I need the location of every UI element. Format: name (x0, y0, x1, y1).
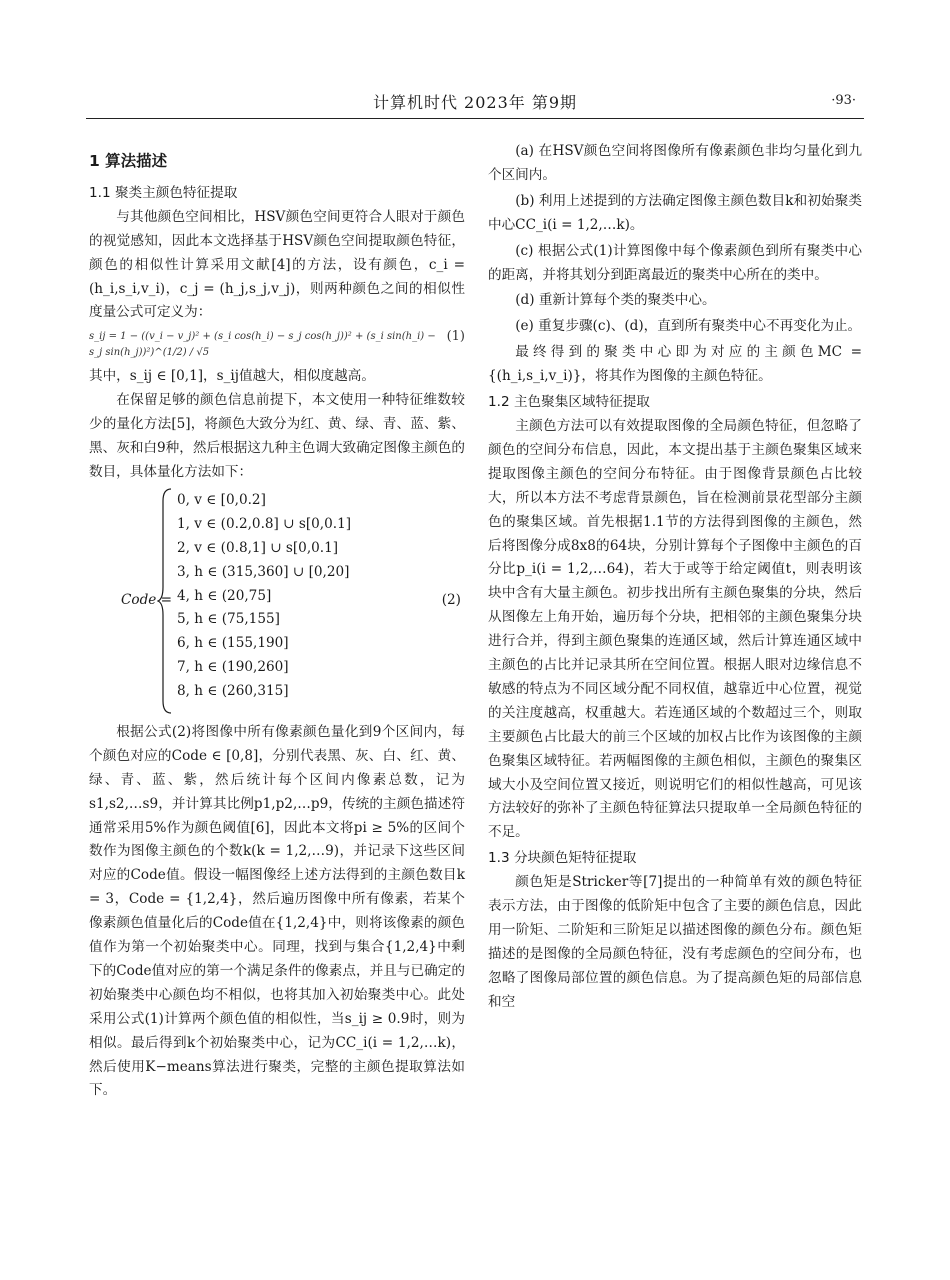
subsection-title-1-2: 1.2 主色聚集区域特征提取 (488, 394, 650, 411)
step-a: (a) 在HSV颜色空间将图像所有像素颜色非均匀量化到九个区间内。 (488, 143, 862, 183)
code-label: Code = (121, 591, 173, 608)
step-d: (d) 重新计算每个类的聚类中心。 (515, 292, 716, 309)
right-column (488, 140, 862, 1015)
paragraph-color-moments: 颜色矩是Stricker等[7]提出的一种简单有效的颜色特征表示方法，由于图像的低阶矩中包含了主要的颜色信息，因此用一阶矩、二阶矩和三阶矩足以描述图像的颜色分布。颜色矩描述的是图像的全局颜色特征，没有考虑颜色的空间分布，也忽略了图像局部位置的颜色信息。为了提高颜色矩的局部信息和空 (488, 874, 862, 1010)
code-case: 4, h ∈ (20,75] (177, 587, 272, 604)
code-case: 3, h ∈ (315,360] ∪ [0,20] (177, 563, 350, 580)
left-brace (157, 487, 173, 715)
formula-2-number: (2) (441, 591, 461, 608)
formula-2-piecewise (89, 487, 465, 719)
step-b: (b) 利用上述提到的方法确定图像主颜色数目k和初始聚类中心CC_i(i = 1,2,…k)。 (488, 192, 862, 233)
code-cases (177, 489, 351, 704)
step-e: (e) 重复步骤(c)、(d)，直到所有聚类中心不再变化为止。 (515, 318, 862, 335)
code-case: 6, h ∈ (155,190] (177, 635, 289, 652)
code-case: 7, h ∈ (190,260] (177, 659, 289, 676)
paragraph-hsv-intro: 与其他颜色空间相比，HSV颜色空间更符合人眼对于颜色的视觉感知，因此本文选择基于HSV颜色空间提取颜色特征，颜色的相似性计算采用文献[4]的方法，设有颜色，c_i = (h_i,s_i,v_i)，c_j = (h_j,s_j,v_j)，则两种颜色之间的相似性度量公式可定义为： (89, 208, 465, 321)
left-column (89, 140, 465, 1103)
paragraph-similarity-range: 其中，s_ij ∈ [0,1]，s_ij值越大，相似度越高。 (89, 368, 375, 385)
section-title: 1 算法描述 (89, 152, 168, 170)
code-case: 1, v ∈ (0.2,0.8] ∪ s[0,0.1] (177, 515, 352, 532)
step-c: (c) 根据公式(1)计算图像中每个像素颜色到所有聚类中心的距离，并将其划分到距离最近的聚类中心所在的类中。 (488, 242, 862, 283)
paragraph-quantization: 在保留足够的颜色信息前提下，本文使用一种特征维数较少的量化方法[5]，将颜色大致分为红、黄、绿、青、蓝、紫、黑、灰和白9种，然后根据这九种主色调大致确定图像主颜色的数目，具体量化方法如下： (89, 392, 465, 480)
subsection-title-1-1: 1.1 聚类主颜色特征提取 (89, 184, 238, 201)
paragraph-initial-centers: 根据公式(2)将图像中所有像素颜色量化到9个区间内，每个颜色对应的Code ∈ [0,8]，分别代表黑、灰、白、红、黄、绿、青、蓝、紫，然后统计每个区间内像素总数，记为s1,s2,…s9，并计算其比例p1,p2,…p9，传统的主颜色描述符通常采用5%作为颜色阈值[6]，因此本文将pi ≥ 5%的区间个数作为图像主颜色的个数k(k = 1,2,…9)，并记录下这些区间对应的Code值。假设一幅图像经上述方法得到的主颜色数目k = 3，Code = {1,2,4}，然后遍历图像中所有像素，若某个像素颜色值量化后的Code值在{1,2,4}中，则将该像素的颜色值作为第一个初始聚类中心。同理，找到与集合{1,2,4}中剩下的Code值对应的第一个满足条件的像素点，并且与已确定的初始聚类中心颜色均不相似，也将其加入初始聚类中心。此处采用公式(1)计算两个颜色值的相似性，当s_ij ≥ 0.9时，则为相似。最后得到k个初始聚类中心，记为CC_i(i = 1,2,…k)，然后使用K−means算法进行聚类，完整的主颜色提取算法如下。 (89, 723, 465, 1099)
running-title: 计算机时代 2023年 第9期 (372, 93, 578, 112)
code-case: 8, h ∈ (260,315] (177, 683, 289, 700)
formula-1 (89, 325, 465, 365)
code-case: 2, v ∈ (0.8,1] ∪ s[0,0.1] (177, 539, 339, 556)
header-rule (86, 118, 864, 119)
paragraph-main-color-result: 最终得到的聚类中心即为对应的主颜色MC = {(h_i,s_i,v_i)}，将其作为图像的主颜色特征。 (488, 344, 862, 385)
subsection-title-1-3: 1.3 分块颜色矩特征提取 (488, 850, 637, 867)
paragraph-aggregation-region: 主颜色方法可以有效提取图像的全局颜色特征，但忽略了颜色的空间分布信息，因此，本文提出基于主颜色聚集区域来提取图像主颜色的空间分布特征。由于图像背景颜色占比较大，所以本方法不考虑背景颜色，旨在检测前景花型部分主颜色的聚集区域。首先根据1.1节的方法得到图像的主颜色，然后将图像分成8x8的64块，分别计算每个子图像中主颜色的百分比p_i(i = 1,2,…64)，若大于或等于给定阈值t，则表明该块中含有大量主颜色。初步找出所有主颜色聚集的分块，然后从图像左上角开始，遍历每个分块，把相邻的主颜色聚集分块进行合并，得到主颜色聚集的连通区域，然后计算连通区域中主颜色的占比并记录其所在空间位置。根据人眼对边缘信息不敏感的特点为不同区域分配不同权值，越靠近中心位置，视觉的关注度越高，权重越大。若连通区域的个数超过三个，则取主要颜色占比最大的前三个区域的加权占比作为该图像的主颜色聚集区域特征。若两幅图像的主颜色相似，主颜色的聚集区域大小及空间位置又接近，则说明它们的相似性越高，可见该方法较好的弥补了主颜色特征算法只提取单一全局颜色特征的不足。 (488, 417, 862, 841)
page-number: ·93· (831, 93, 856, 108)
formula-1-number: (1) (446, 329, 465, 345)
code-case: 5, h ∈ (75,155] (177, 611, 280, 628)
code-case: 0, v ∈ [0,0.2] (177, 491, 266, 508)
formula-1-expression: s_ij = 1 − ((v_i − v_j)² + (s_i cos(h_i) − s_j cos(h_j))² + (s_i sin(h_i) − s_j sin(h_j))²)^(1/2) / √5 (89, 331, 436, 359)
